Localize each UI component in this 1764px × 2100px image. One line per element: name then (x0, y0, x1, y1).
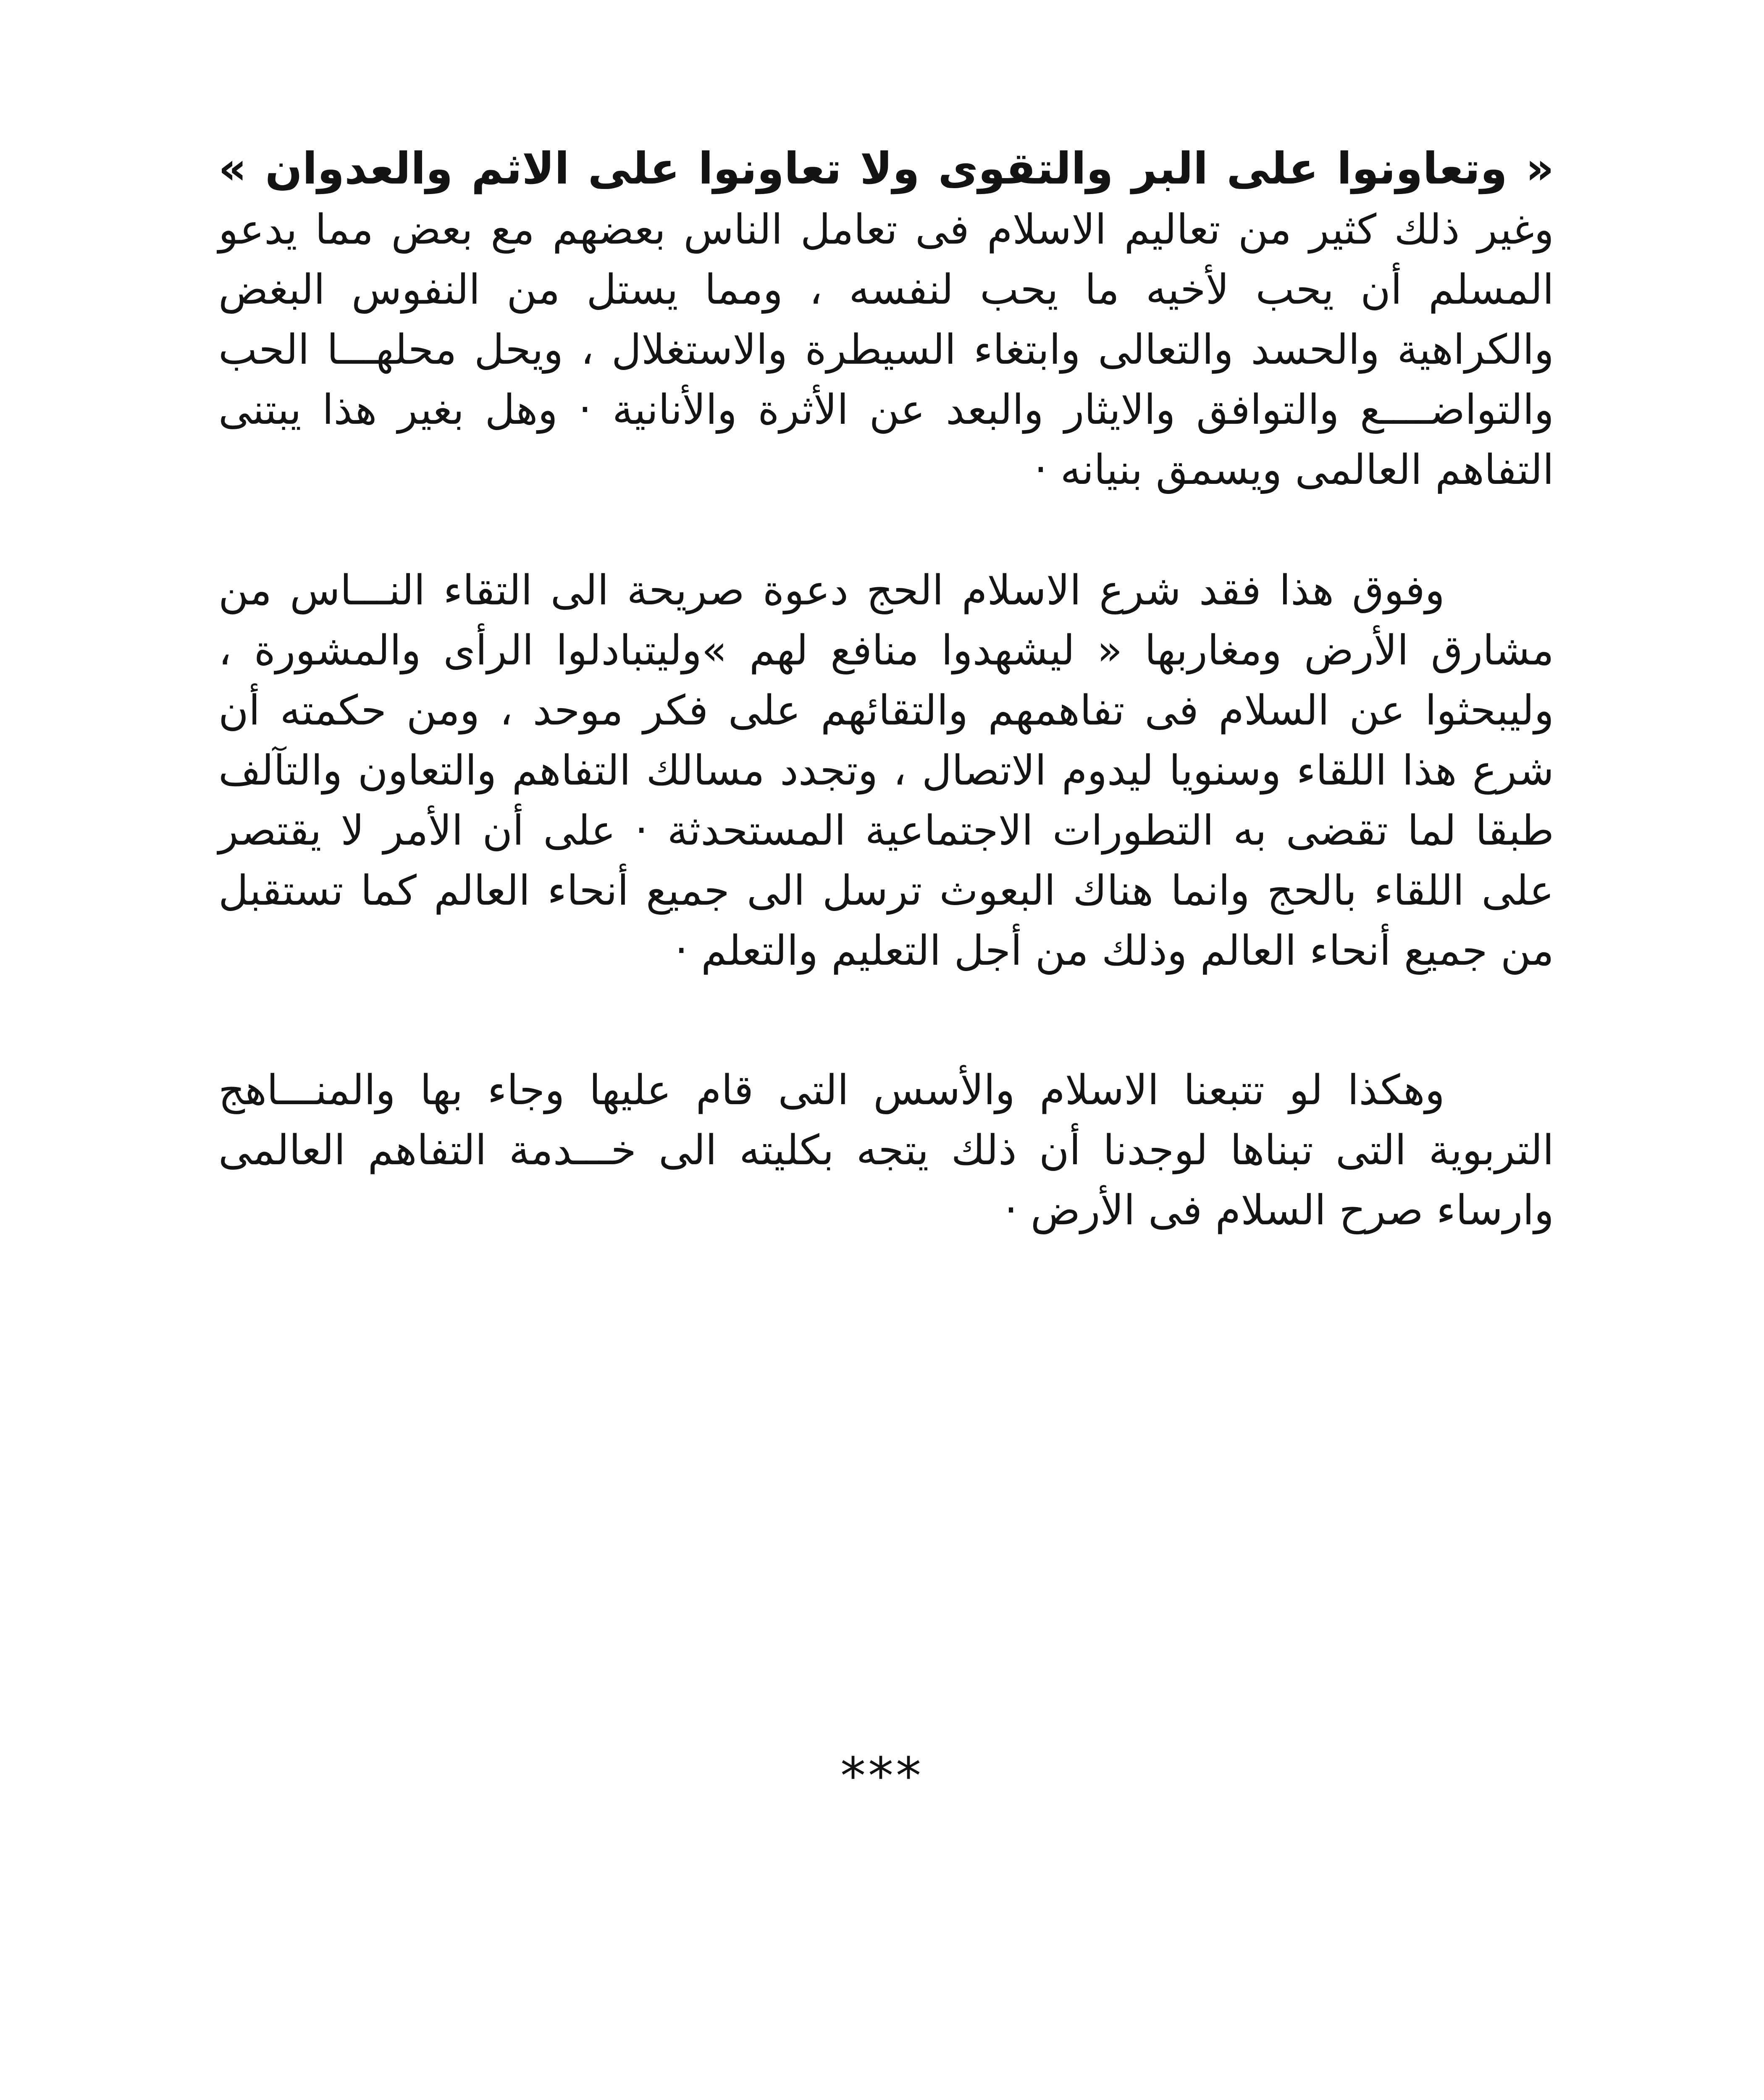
paragraph-1 (218, 139, 1554, 500)
quran-quote: « وتعاونوا على البر والتقوى ولا تعاونوا على الاثم والعدوان » (218, 143, 1554, 194)
paragraph-2 (218, 561, 1554, 981)
paragraph-3-text: وهكذا لو تتبعنا الاسلام والأسس التى قام عليها وجاء بها والمنـــاهج التربوية التى تبناها لوجدنا أن ذلك يتجه بكليته الى خـــدمة التفاهم العالمى وارساء صرح السلام فى الأرض · (218, 1066, 1554, 1234)
paragraph-1-text: وغير ذلك كثير من تعاليم الاسلام فى تعامل الناس بعضهم مع بعض مما يدعو المسلم أن يحب لأخيه ما يحب لنفسه ، ومما يستل من النفوس البغض والكراهية والحسد والتعالى وابتغاء السيطرة والاستغلال ، ويحل محلهـــا الحب والتواضــــع والتوافق والايثار والبعد عن الأثرة والأنانية · وهل بغير هذا يبتنى التفاهم العالمى ويسمق بنيانه · (218, 206, 1554, 494)
section-separator: *** (840, 1747, 924, 1806)
paragraph-3 (218, 1060, 1554, 1241)
paragraph-2-text: وفوق هذا فقد شرع الاسلام الحج دعوة صريحة الى التقاء النـــاس من مشارق الأرض ومغاربها « ليشهدوا منافع لهم »وليتبادلوا الرأى والمشورة ، وليبحثوا عن السلام فى تفاهمهم والتقائهم على فكر موحد ، ومن حكمته أن شرع هذا اللقاء وسنويا ليدوم الاتصال ، وتجدد مسالك التفاهم والتعاون والتآلف طبقا لما تقضى به التطورات الاجتماعية المستحدثة · على أن الأمر لا يقتصر على اللقاء بالحج وانما هناك البعوث ترسل الى جميع أنحاء العالم كما تستقبل من جميع أنحاء العالم وذلك من أجل التعليم والتعلم · (218, 567, 1554, 975)
